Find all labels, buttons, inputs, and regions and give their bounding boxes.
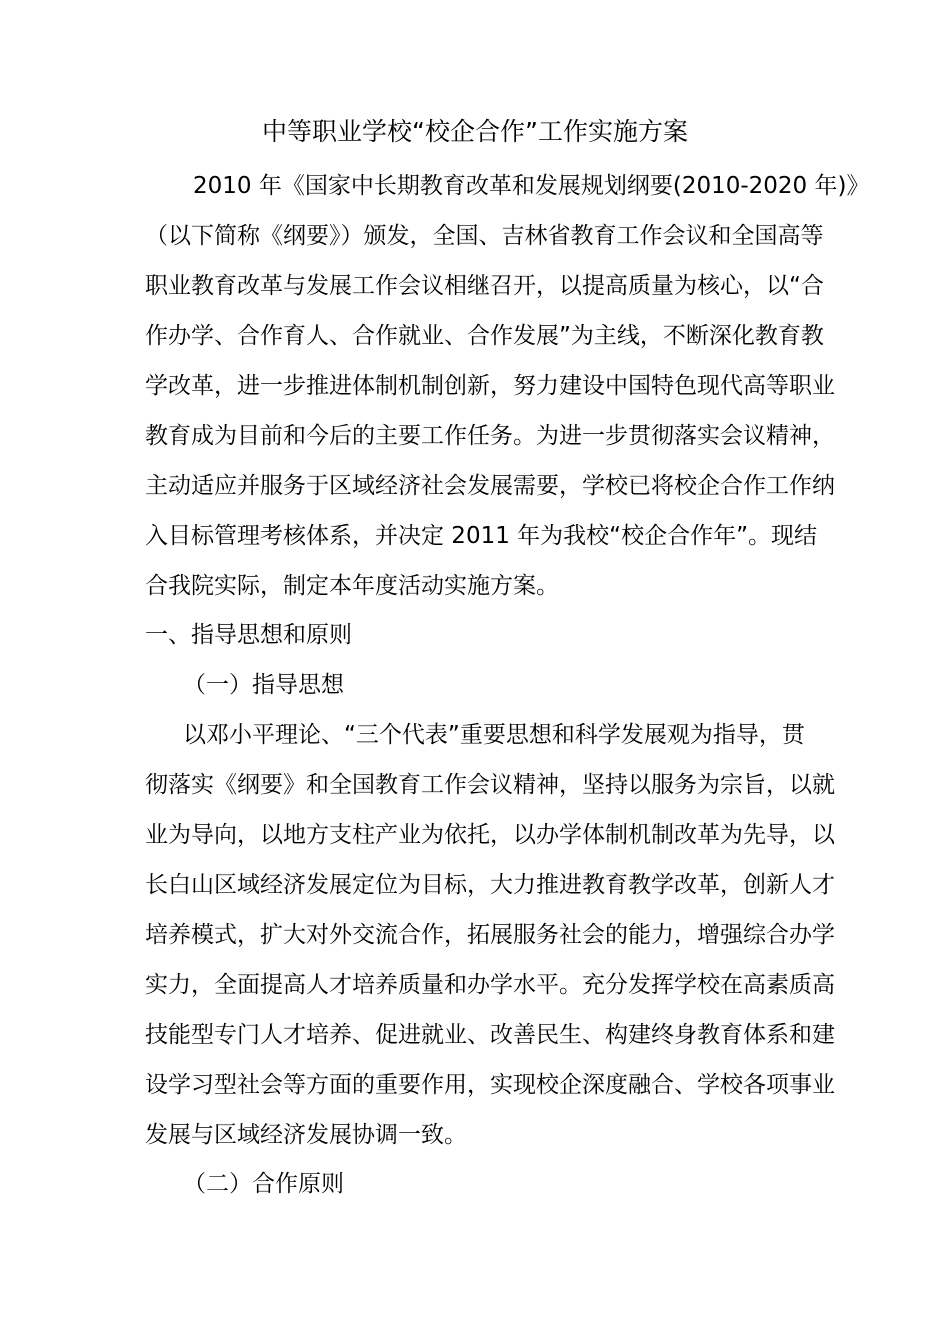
paragraph-line: 作办学、合作育人、合作就业、合作发展”为主线，不断深化教育教 <box>145 323 824 349</box>
paragraph-line: 以邓小平理论、“三个代表”重要思想和科学发展观为指导，贯 <box>183 722 805 748</box>
subsection-heading: （二）合作原则 <box>183 1171 344 1197</box>
paragraph-line: 设学习型社会等方面的重要作用，实现校企深度融合、学校各项事业 <box>145 1072 835 1098</box>
paragraph-line: 教育成为目前和今后的主要工作任务。为进一步贯彻落实会议精神， <box>145 423 835 449</box>
paragraph-line: 长白山区域经济发展定位为目标，大力推进教育教学改革，创新人才 <box>145 872 835 898</box>
paragraph-line: （以下简称《纲要》）颁发，全国、吉林省教育工作会议和全国高等 <box>145 223 824 249</box>
paragraph-line: 合我院实际，制定本年度活动实施方案。 <box>145 573 559 599</box>
paragraph-line: 2010 年《国家中长期教育改革和发展规划纲要(2010-2020 年)》 <box>193 173 870 199</box>
paragraph-line: 学改革，进一步推进体制机制创新，努力建设中国特色现代高等职业 <box>145 373 835 399</box>
paragraph-line: 实力，全面提高人才培养质量和办学水平。充分发挥学校在高素质高 <box>145 972 835 998</box>
paragraph-line: 培养模式，扩大对外交流合作，拓展服务社会的能力，增强综合办学 <box>145 922 835 948</box>
document-title: 中等职业学校“校企合作”工作实施方案 <box>262 117 688 146</box>
paragraph-line: 入目标管理考核体系，并决定 2011 年为我校“校企合作年”。现结 <box>145 523 817 549</box>
paragraph-line: 职业教育改革与发展工作会议相继召开，以提高质量为核心，以“合 <box>145 273 824 299</box>
paragraph-line: 主动适应并服务于区域经济社会发展需要，学校已将校企合作工作纳 <box>145 473 835 499</box>
paragraph-line: 发展与区域经济发展协调一致。 <box>145 1122 467 1148</box>
paragraph-line: 彻落实《纲要》和全国教育工作会议精神，坚持以服务为宗旨，以就 <box>145 772 835 798</box>
subsection-heading: （一）指导思想 <box>183 672 344 698</box>
paragraph-line: 技能型专门人才培养、促进就业、改善民生、构建终身教育体系和建 <box>145 1022 835 1048</box>
section-heading: 一、指导思想和原则 <box>145 622 352 648</box>
paragraph-line: 业为导向，以地方支柱产业为依托，以办学体制机制改革为先导，以 <box>145 822 835 848</box>
